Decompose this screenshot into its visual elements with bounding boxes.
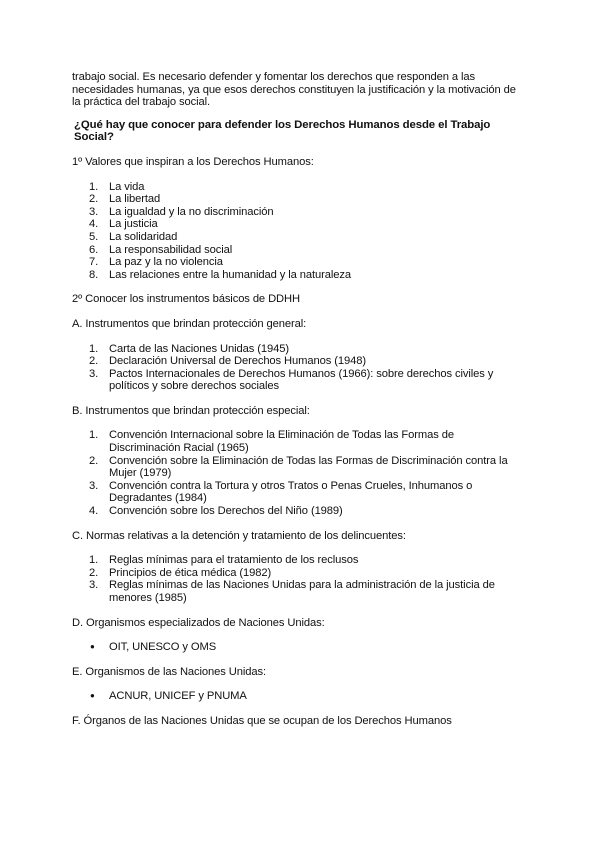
bullet-icon: ●	[90, 691, 95, 701]
un-organs-title: F. Órganos de las Naciones Unidas que se ocupan de los Derechos Humanos	[72, 714, 452, 727]
list-item: ● ACNUR, UNICEF y PNUMA	[90, 690, 247, 703]
general-protection-title: A. Instrumentos que brindan protección general:	[72, 317, 307, 330]
list-item: 7. La paz y la no violencia	[89, 256, 223, 269]
bullet-icon: ●	[90, 642, 95, 652]
list-item: 2. Declaración Universal de Derechos Humanos (1948)	[89, 355, 366, 368]
list-item: 1. Carta de las Naciones Unidas (1945)	[89, 342, 289, 355]
list-item: 3. Reglas mínimas de las Naciones Unidas para la administración de la justicia de menores (1985)	[89, 579, 495, 604]
detention-norms-list	[72, 554, 526, 604]
list-item: 1. La vida	[89, 180, 145, 193]
section-heading: ¿Qué hay que conocer para defender los Derechos Humanos desde el Trabajo Social?	[74, 118, 491, 144]
intro-paragraph: trabajo social. Es necesario defender y fomentar los derechos que responden a las necesidades humanas, ya que esos derechos constituyen la justificación y la motivación de la práctica del trabajo social.	[72, 71, 516, 109]
list-item: ● OIT, UNESCO y OMS	[90, 641, 217, 654]
specialized-agencies-list	[72, 641, 526, 654]
list-item: 1. Reglas mínimas para el tratamiento de los reclusos	[89, 554, 359, 567]
values-title: 1º Valores que inspiran a los Derechos Humanos:	[72, 155, 314, 168]
list-item: 8. Las relaciones entre la humanidad y la naturaleza	[89, 268, 352, 281]
list-item: 5. La solidaridad	[89, 230, 178, 243]
list-item: 3. Convención contra la Tortura y otros Tratos o Penas Crueles, Inhumanos o Degradantes (1984)	[89, 479, 473, 505]
list-item: 3. La igualdad y la no discriminación	[89, 205, 274, 218]
specialized-agencies-title: D. Organismos especializados de Naciones Unidas:	[72, 616, 325, 629]
detention-norms-title: C. Normas relativas a la detención y tratamiento de los delincuentes:	[72, 529, 406, 542]
values-list	[72, 181, 526, 282]
special-protection-title: B. Instrumentos que brindan protección especial:	[72, 404, 310, 417]
special-protection-list	[72, 429, 526, 517]
list-item: 4. La justicia	[89, 218, 158, 231]
list-item: 2. Principios de ética médica (1982)	[89, 566, 272, 579]
list-item: 2. Convención sobre la Eliminación de Todas las Formas de Discriminación contra la Mujer (1979)	[89, 454, 508, 480]
list-item: 4. Convención sobre los Derechos del Niño (1989)	[89, 505, 343, 518]
list-item: 6. La responsabilidad social	[89, 243, 233, 256]
un-agencies-list	[72, 690, 526, 703]
instruments-title: 2º Conocer los instrumentos básicos de DDHH	[72, 293, 300, 306]
list-item: 3. Pactos Internacionales de Derechos Humanos (1966): sobre derechos civiles y políticos y sobre derechos sociales	[89, 367, 494, 393]
un-agencies-title: E. Organismos de las Naciones Unidas:	[72, 665, 267, 678]
list-item: 1. Convención Internacional sobre la Eliminación de Todas las Formas de Discriminación Racial (1965)	[89, 429, 454, 455]
list-item: 2. La libertad	[89, 193, 161, 206]
general-protection-list	[72, 343, 526, 393]
